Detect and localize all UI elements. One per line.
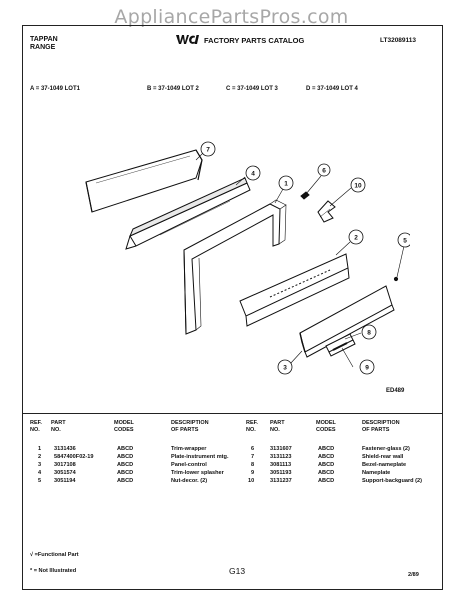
- row-desc: Panel-control: [171, 462, 207, 468]
- row-part: 3131436: [54, 446, 76, 452]
- exploded-parts-diagram: [60, 135, 410, 395]
- row-ref: 5: [38, 478, 42, 484]
- row-codes: ABCD: [117, 446, 134, 452]
- table-divider: [22, 413, 443, 414]
- brand-line-1: TAPPAN: [30, 36, 58, 43]
- row-codes: ABCD: [318, 446, 335, 452]
- row-desc: Plate-instrument mtg.: [171, 454, 229, 460]
- row-ref: 10: [248, 478, 255, 484]
- col-header-part-2: PART NO.: [270, 420, 285, 433]
- callout-label-2: 2: [354, 234, 358, 242]
- row-codes: ABCD: [318, 478, 335, 484]
- row-part: 3051194: [54, 478, 76, 484]
- row-desc: Nameplate: [362, 470, 391, 476]
- row-desc: Trim-lower splasher: [171, 470, 224, 476]
- callout-label-6: 6: [322, 167, 326, 175]
- trim-wrapper-part: [184, 200, 286, 334]
- col-header-desc: DESCRIPTION OF PARTS: [171, 420, 209, 433]
- col-header-part: PART NO.: [51, 420, 66, 433]
- watermark: AppliancePartsPros.com: [114, 6, 349, 28]
- col-header-ref-2: REF. NO.: [246, 420, 258, 433]
- callout-label-9: 9: [365, 364, 369, 372]
- lot-b: B = 37-1049 LOT 2: [147, 86, 199, 92]
- col-header-ref: REF. NO.: [30, 420, 42, 433]
- page-number: G13: [229, 566, 246, 576]
- row-ref: 3: [38, 462, 42, 468]
- fastener-glass-part: [301, 192, 309, 199]
- callout-label-1: 1: [284, 180, 288, 188]
- row-part: 3017108: [54, 462, 76, 468]
- row-part: 3081113: [270, 462, 292, 468]
- col-header-desc-2: DESCRIPTION OF PARTS: [362, 420, 400, 433]
- row-codes: ABCD: [318, 462, 335, 468]
- row-codes: ABCD: [117, 454, 134, 460]
- row-ref: 8: [251, 462, 255, 468]
- wci-logo: [175, 33, 201, 46]
- col-header-model: MODEL CODES: [114, 420, 134, 433]
- row-ref: 2: [38, 454, 42, 460]
- row-desc: Support-backguard (2): [362, 478, 422, 484]
- document-number: LT32089113: [380, 37, 417, 44]
- row-part: 3131607: [270, 446, 292, 452]
- functional-part-note: √ =Functional Part: [30, 552, 79, 558]
- callout-label-3: 3: [283, 364, 287, 372]
- row-part: 3051193: [270, 470, 292, 476]
- row-ref: 6: [251, 446, 255, 452]
- row-desc: Fastener-glass (2): [362, 446, 410, 452]
- callout-label-7: 7: [206, 146, 210, 154]
- row-desc: Nut-decor. (2): [171, 478, 208, 484]
- callout-label-8: 8: [367, 329, 371, 337]
- row-ref: 9: [251, 470, 255, 476]
- row-codes: ABCD: [117, 478, 134, 484]
- nut-decor-part: [394, 277, 397, 280]
- callout-label-5: 5: [403, 237, 407, 245]
- lot-c: C = 37-1049 LOT 3: [226, 86, 278, 92]
- not-illustrated-note: * = Not Illustrated: [30, 568, 77, 574]
- figure-id: ED489: [386, 388, 405, 394]
- control-panel-part: [300, 286, 394, 357]
- row-part: 3131237: [270, 478, 292, 484]
- row-part: 3131123: [270, 454, 292, 460]
- row-ref: 4: [38, 470, 42, 476]
- catalog-title: FACTORY PARTS CATALOG: [204, 36, 305, 45]
- col-header-model-2: MODEL CODES: [316, 420, 336, 433]
- revision-date: 2/89: [408, 572, 419, 578]
- brand-line-2: RANGE: [30, 44, 56, 51]
- row-part: 5847400F02-19: [54, 454, 94, 460]
- row-ref: 7: [251, 454, 255, 460]
- lot-d: D = 37-1049 LOT 4: [306, 86, 358, 92]
- row-desc: Shield-rear wall: [362, 454, 404, 460]
- row-codes: ABCD: [318, 470, 335, 476]
- brand-block: [30, 36, 58, 52]
- row-desc: Trim-wrapper: [171, 446, 207, 452]
- row-codes: ABCD: [117, 470, 134, 476]
- row-codes: ABCD: [117, 462, 134, 468]
- row-codes: ABCD: [318, 454, 335, 460]
- row-ref: 1: [38, 446, 42, 452]
- shield-rear-wall-part: [86, 150, 202, 212]
- row-desc: Bezel-nameplate: [362, 462, 407, 468]
- callout-label-10: 10: [354, 182, 362, 190]
- callout-label-4: 4: [251, 170, 255, 178]
- row-part: 3051574: [54, 470, 76, 476]
- lot-a: A = 37-1049 LOT1: [30, 86, 80, 92]
